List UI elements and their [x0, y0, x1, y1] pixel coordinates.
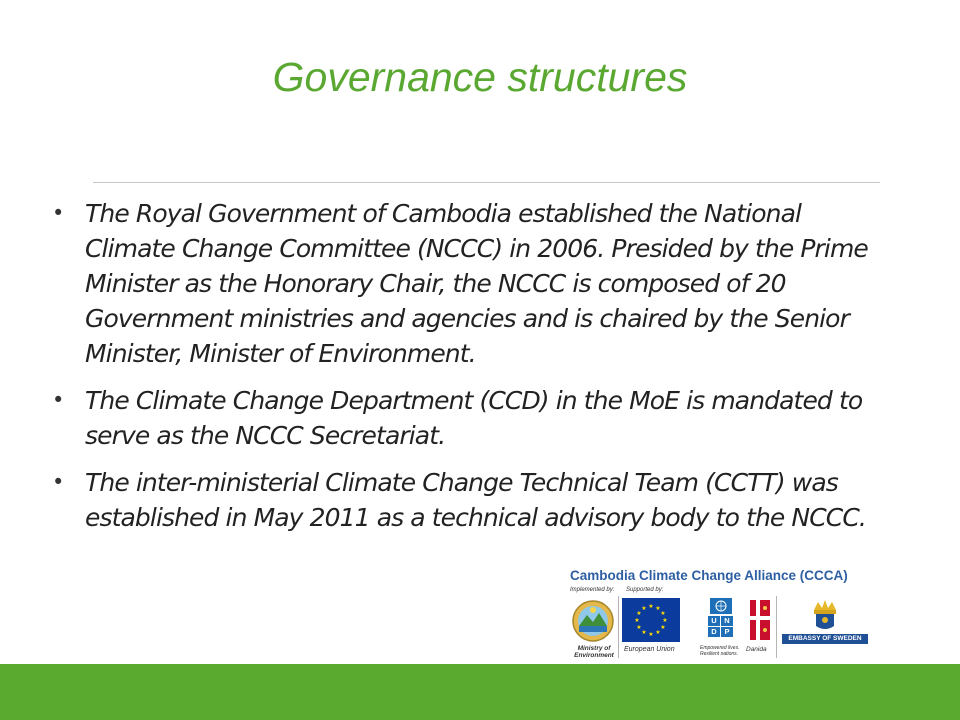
ccca-title: Cambodia Climate Change Alliance (CCCA): [570, 568, 848, 583]
eu-label: European Union: [624, 646, 675, 653]
ministry-of-environment-emblem-icon: [572, 598, 614, 644]
svg-text:★: ★: [655, 629, 661, 636]
svg-text:★: ★: [648, 603, 654, 610]
moe-label-line1: Ministry of: [577, 645, 611, 652]
bullet-dot-icon: •: [52, 201, 64, 225]
partner-logo-panel: [560, 560, 878, 664]
svg-text:★: ★: [641, 605, 647, 612]
bullet-list: [52, 196, 882, 547]
svg-text:★: ★: [636, 610, 642, 617]
svg-text:★: ★: [648, 631, 654, 638]
bullet-text: The inter-ministerial Climate Change Technical Team (CCTT) was established in May 2011 as a technical advisory body to the NCCC.: [85, 468, 866, 532]
title-divider: [93, 182, 880, 183]
slide-title: Governance structures: [272, 54, 688, 100]
svg-text:★: ★: [660, 624, 666, 631]
danida-emblem-icon: [748, 598, 772, 642]
eu-flag-icon: [622, 598, 680, 642]
bottom-accent-bar: [0, 664, 960, 720]
undp-tagline-line1: Empowered lives.: [700, 645, 740, 651]
undp-letter-u: U: [708, 616, 720, 626]
logo-divider: [776, 596, 777, 658]
undp-letter-d: D: [708, 627, 720, 637]
svg-text:★: ★: [660, 610, 666, 617]
undp-letter-n: N: [721, 616, 733, 626]
supported-by-label: Supported by:: [626, 587, 664, 593]
svg-text:★: ★: [641, 629, 647, 636]
undp-logo: [708, 598, 734, 646]
svg-text:★: ★: [636, 624, 642, 631]
svg-text:★: ★: [655, 605, 661, 612]
bullet-dot-icon: •: [52, 470, 64, 494]
moe-label: [570, 645, 618, 659]
moe-label-line2: Environment: [574, 652, 614, 659]
undp-letter-p: P: [721, 627, 733, 637]
undp-tagline: [700, 646, 746, 657]
bullet-dot-icon: •: [52, 388, 64, 412]
implemented-by-label: Implemented by:: [570, 587, 615, 593]
bullet-item: [52, 383, 882, 453]
un-emblem-icon: [710, 598, 732, 614]
logo-divider: [618, 596, 619, 658]
sweden-crown-icon: [810, 598, 840, 632]
bullet-item: [52, 465, 882, 535]
bullet-item: [52, 196, 882, 371]
svg-text:★: ★: [634, 617, 640, 624]
bullet-text: The Climate Change Department (CCD) in the MoE is mandated to serve as the NCCC Secretariat.: [85, 386, 863, 450]
danida-label: Danida: [746, 646, 767, 653]
bullet-text: The Royal Government of Cambodia established the National Climate Change Committee (NCCC) in 2006. Presided by the Prime Minister as the Honorary Chair, the NCCC is composed of 20 Government ministries and agencies and is chaired by the Senior Minister, Minister of Environment.: [85, 199, 868, 368]
undp-tagline-line2: Resilient nations.: [700, 650, 739, 657]
svg-text:★: ★: [662, 617, 668, 624]
embassy-of-sweden-label: EMBASSY OF SWEDEN: [782, 634, 868, 644]
